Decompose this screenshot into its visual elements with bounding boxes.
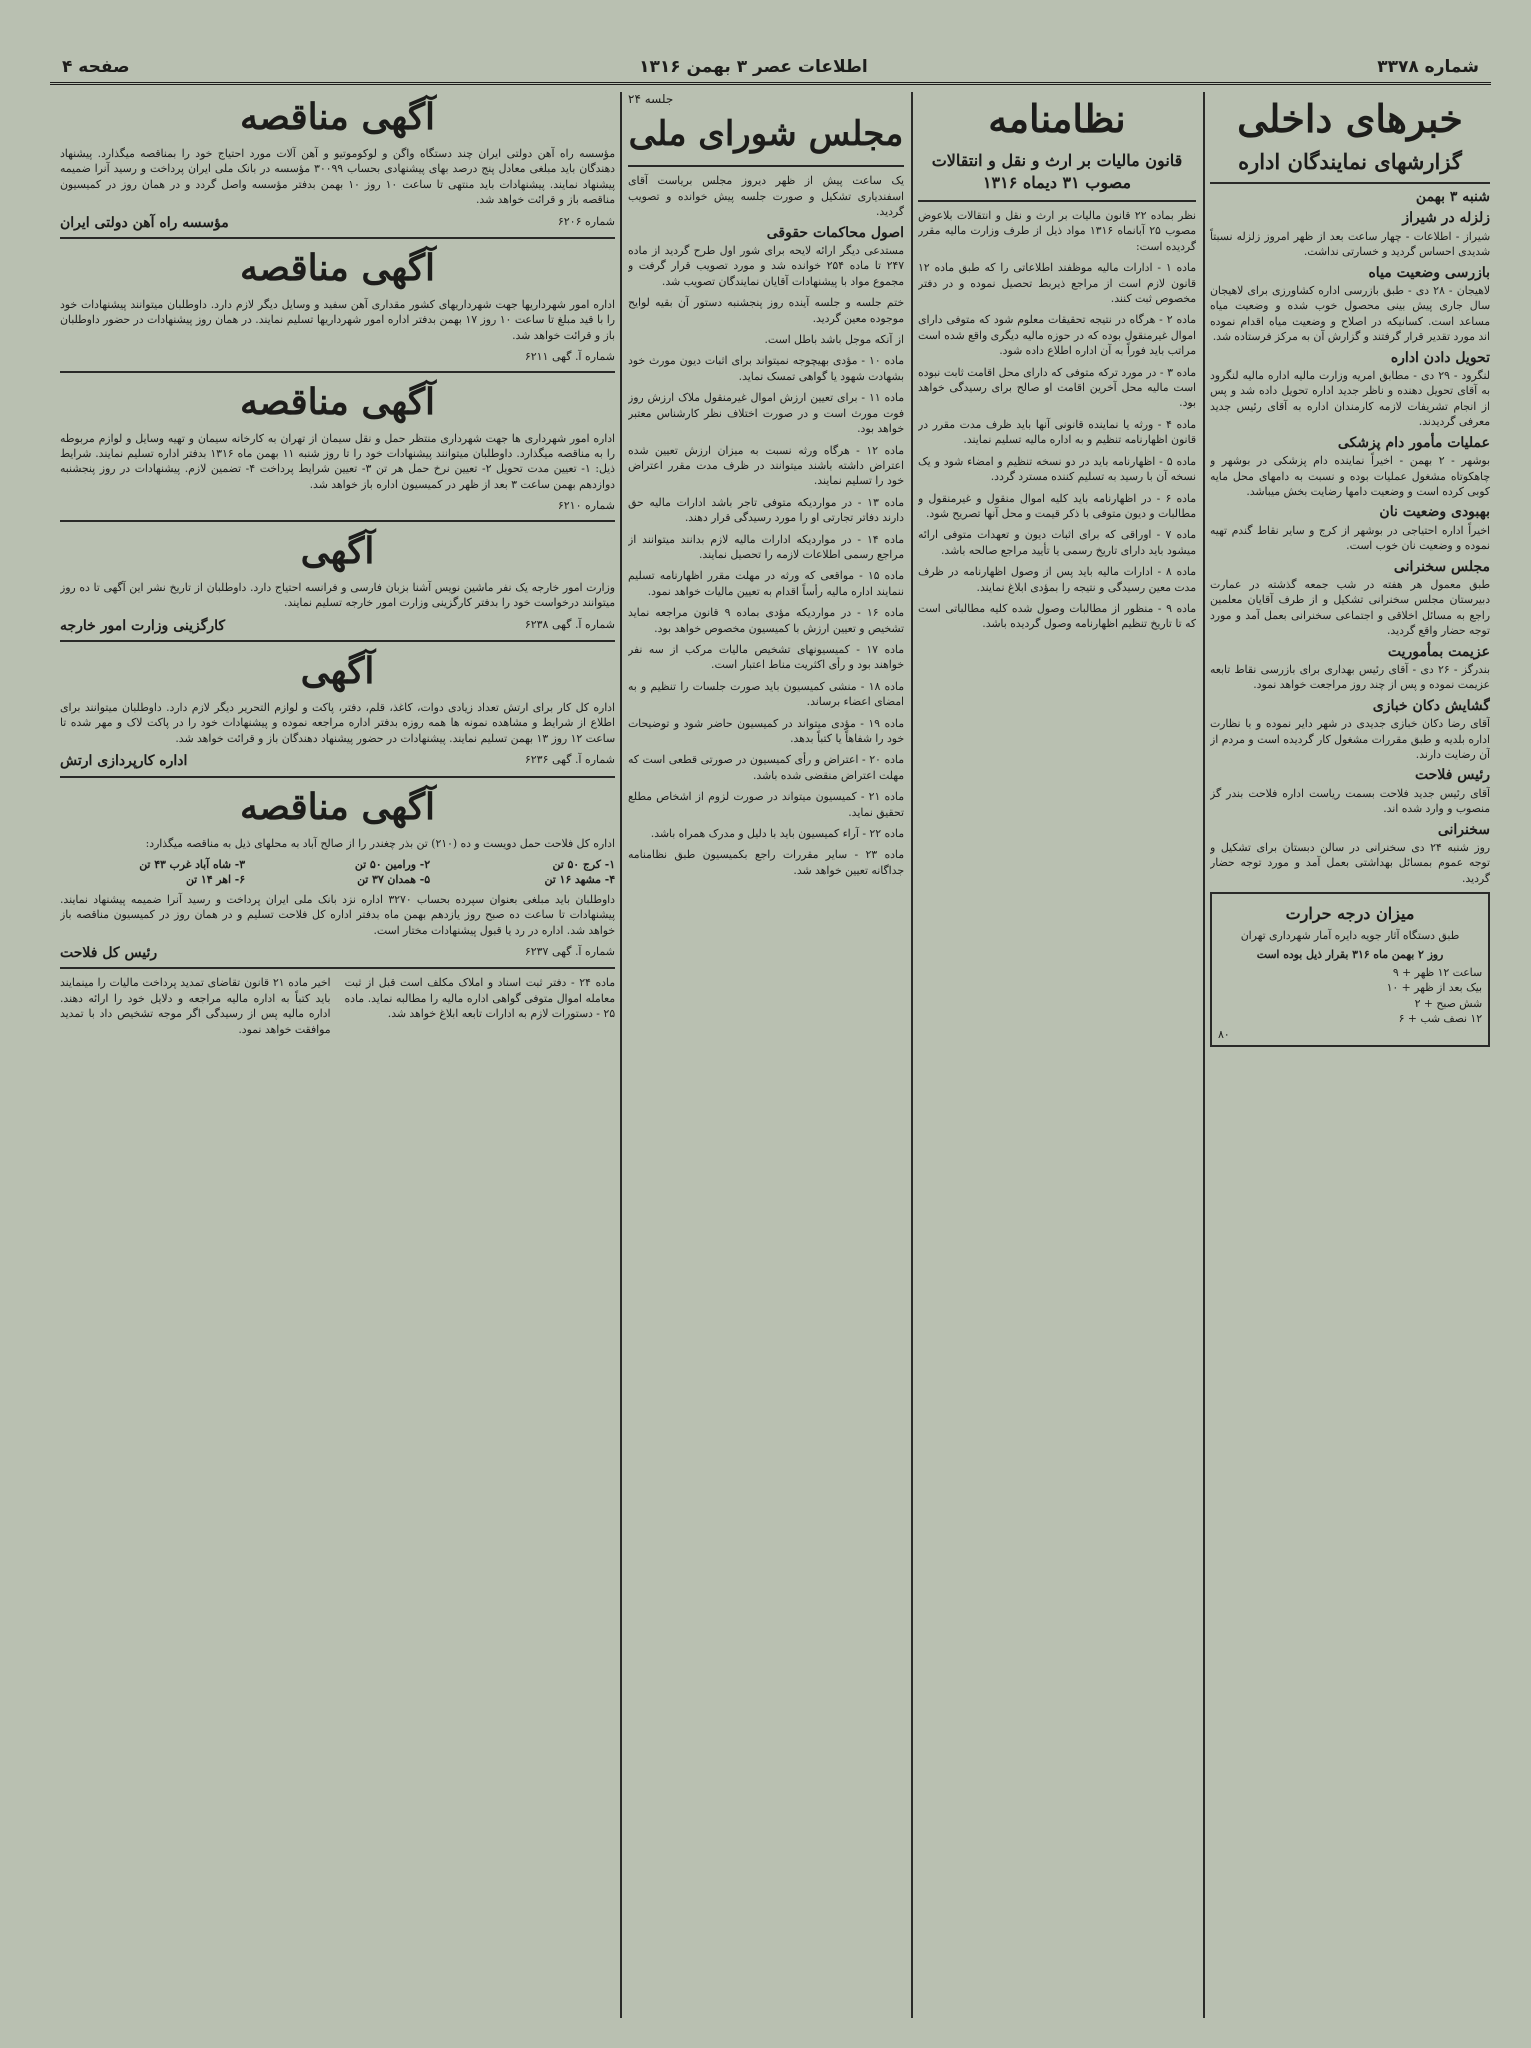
regulation-paragraph: ماده ۳ - در مورد ترکه متوفی که دارای محل اقامت ثابت نبوده است مالیه محل آخرین اقامت او صالح برای رسیدگی خواهد بود. (918, 365, 1196, 410)
issue-number: شماره ۳۳۷۸ (1377, 57, 1479, 77)
parliament-title: مجلس شورای ملی (628, 114, 904, 155)
ad-body: مؤسسه راه آهن دولتی ایران چند دستگاه واگن و لوکوموتیو و آهن آلات مورد احتیاج خود را بمناقصه میگذارد. پیشنهاد دهندگان باید مبلغی معادل پنج درصد بهای پیشنهادی بحساب ۳۰۰۹۹ مؤسسه در بانک ملی ایران پرداخت و رسید آنرا ضمیمه پیشنهاد نمایند. پیشنهادات باید منتهی تا ساعت ۱۰ روز ۱۰ بهمن بدفتر مؤسسه واصل گردد و در همان روز در کمیسیون مناقصه باز و قرائت خواهد شد. (60, 147, 615, 207)
parliament-articles (628, 243, 904, 878)
advertisement (60, 94, 615, 239)
ad-body: داوطلبان باید مبلغی بعنوان سپرده بحساب ۳۲۷۰ اداره نزد بانک ملی ایران پرداخت و رسید آنرا ضمیمه پیشنهاد نمایند. پیشنهادات تا ساعت ده صبح روز یازدهم بهمن ماه بدفتر اداره کل فلاحت تسلیم و در همان روز در کمیسیون مناقصه باز خواهد شد. اداره در رد یا قبول پیشنهادات مختار است. (60, 892, 615, 937)
ads-list (60, 94, 615, 969)
weather-footer: ۸۰ (1218, 1027, 1230, 1041)
column-rule (620, 92, 622, 2018)
weather-title: میزان درجه حرارت (1285, 904, 1415, 924)
ad-table-cell: ۱- کرج ۵۰ تن (552, 857, 615, 871)
regulation-paragraph: ماده ۹ - منظور از مطالبات وصول شده کلیه مطالباتی است که تا تاریخ تنظیم اظهارنامه وصول گردیده باشد. (918, 601, 1196, 631)
advertisement (60, 784, 615, 970)
parliament-paragraph: ماده ۱۴ - در مواردیکه ادارات مالیه لازم بدانند میتوانند از مراجع رسمی اطلاعات لازمه را تحصیل نمایند. (628, 532, 904, 561)
regulation-paragraph: ماده ۵ - اظهارنامه باید در دو نسخه تنظیم و امضاء شود و یک نسخه آن با رسید به تسلیم کننده مسترد گردد. (918, 454, 1196, 484)
news-body: آقای رضا دکان خبازی جدیدی در شهر دایر نموده و با نظارت اداره بلدیه و طبق مقررات مشغول کار گردیده است و مردم از آن رضایت دارند. (1210, 717, 1490, 761)
ad-reference: شماره ۶۲۱۰ (557, 499, 615, 513)
ad-signature: اداره کارپردازی ارتش (60, 753, 188, 770)
ad-footer (60, 214, 615, 231)
ad-table-cell: ۶- اهر ۱۴ تن (185, 873, 245, 887)
regulation-paragraph: ماده ۱ - ادارات مالیه موظفند اطلاعاتی را که طبق ماده ۱۲ قانون لازم است از مراجع ذیربط تحصیل نموده و در دفتر مخصوص ثبت کنند. (918, 261, 1196, 306)
parliament-paragraph: ماده ۲۰ - اعتراض و رأی کمیسیون در صورتی قطعی است که مهلت اعتراض منقضی شده باشد. (628, 753, 904, 782)
news-heading: مجلس سخنرانی (1393, 558, 1490, 575)
parliament-paragraph: مستدعی دیگر ارائه لایحه برای شور اول طرح گردید از ماده ۲۴۷ تا ماده ۲۵۴ خوانده شد و مورد تصویب قرار گرفت و مجموع مواد با پیشنهادات آقایان نمایندگان تصویب شد. (628, 244, 904, 288)
news-body: روز شنبه ۲۴ دی سخنرانی در سالن دبستان برای تشکیل و توجه عموم بمسائل بهداشتی بعمل آمد و مورد توجه حضار گردید. (1210, 841, 1490, 885)
ad-title: آگهی مناقصه (239, 380, 436, 423)
ad-signature: کارگزینی وزارت امور خارجه (60, 617, 226, 634)
regulation-paragraph: ماده ۴ - ورثه یا نماینده قانونی آنها باید ظرف مدت مقرر در قانون اظهارنامه تنظیم و به اداره مالیه تسلیم نمایند. (918, 417, 1196, 447)
weather-row: شش صبح + ۲ (1414, 996, 1482, 1010)
ads-column (60, 92, 615, 2018)
news-body: طبق معمول هر هفته در شب جمعه گذشته در عمارت دبیرستان مجلس سخنرانی تشکیل و از طرف آقایان معلمین راجع به مسائل اخلاقی و اجتماعی سخنرانی بعمل آمد و مورد توجه حضار واقع گردید. (1210, 577, 1490, 638)
news-body: بندرگز - ۲۶ دی - آقای رئیس بهداری برای بازرسی نقاط تابعه عزیمت نموده و پس از چند روز مراجعت خواهد نمود. (1210, 662, 1490, 692)
ad-signature: رئیس کل فلاحت (60, 944, 158, 961)
ad-title: آگهی مناقصه (239, 247, 436, 290)
news-body: لاهیجان - ۲۸ دی - طبق بازرسی اداره کشاورزی برای لاهیجان سال جاری پیش بینی محصول خوب شده و وضعیت میاه مساعد است. کسانیکه در اصلاح و وضعیت میاه اقدام نموده اند مورد تقدیر قرار گرفتند و گزارش آن به مرکز فرستاده شد. (1210, 284, 1490, 344)
parliament-paragraph: ختم جلسه و جلسه آینده روز پنجشنبه دستور آن بقیه لوایح موجوده معین گردید. (628, 296, 904, 325)
regulation-paragraph: ماده ۸ - ادارات مالیه باید پس از وصول اظهارنامه در ظرف مدت معین رسیدگی و نتیجه را بمؤدی ابلاغ نمایند. (918, 565, 1196, 594)
advertisement (60, 379, 615, 522)
parliament-paragraph: ماده ۱۲ - هرگاه ورثه نسبت به میزان ارزش تعیین شده اعتراض داشته باشند میتوانند در ظرف مدت مقرر اعتراض خود را تسلیم نمایند. (628, 443, 904, 488)
regulation-paragraph: ماده ۶ - در اظهارنامه باید کلیه اموال منقول و غیرمنقول و مطالبات و دیون متوفی با ذکر قیمت و محل آنها تصریح شود. (918, 491, 1196, 520)
ad-title: آگهی (300, 649, 375, 692)
ad-table-cell: ۵- همدان ۳۷ تن (357, 873, 430, 887)
paper-date: اطلاعات عصر ۳ بهمن ۱۳۱۶ (639, 57, 868, 77)
regulation-paragraph: ماده ۲ - هرگاه در نتیجه تحقیقات معلوم شود که متوفی دارای اموال غیرمنقول بوده که در حوزه مالیه دیگری واقع شده است مراتب باید فوراً به آن اداره اطلاع داده شود. (918, 313, 1196, 358)
ad-table-cell: ۴- مشهد ۱۶ تن (544, 873, 615, 887)
bottom-text (60, 975, 615, 1043)
weather-box (1210, 892, 1490, 1047)
ad-body: وزارت امور خارجه یک نفر ماشین نویس آشنا بزبان فارسی و فرانسه احتیاج دارد. داوطلبان از تاریخ نشر این آگهی تا ده روز میتوانند درخواست خود را بدفتر کارگزینی وزارت امور خارجه تسلیم نمایند. (60, 580, 615, 610)
parliament-paragraph: ماده ۱۵ - مواقعی که ورثه در مهلت مقرر اظهارنامه تسلیم ننمایند اداره مالیه رأساً اقدام به تعیین مالیات خواهد نمود. (628, 569, 904, 598)
bottom-text-left: اخیر ماده ۲۱ قانون تقاضای تمدید پرداخت مالیات را مینمایند باید کتباً به اداره مالیه مراجعه و دلایل خود را ارائه دهند. اداره مالیه پس از رسیدگی اگر موجه تشخیص داد با تمدید موافقت خواهد نمود. (60, 976, 331, 1036)
parliament-column (628, 92, 904, 2018)
ad-body: اداره امور شهرداریها جهت شهرداریهای کشور مقداری آهن سفید و وسایل دیگر لازم دارد. داوطلبان میتوانند پیشنهادات خود را با قید مبلغ تا ساعت ۱۰ روز ۱۷ بهمن بدفتر اداره امور شهرداریها تسلیم نمایند. در همان روز پیشنهادات در حضور داوطلبان باز و قرائت خواهد شد. (60, 298, 615, 342)
parliament-intro: یک ساعت پیش از ظهر دیروز مجلس بریاست آقای اسفندیاری تشکیل و صورت جلسه پیش خوانده و تصویب گردید. (628, 174, 904, 219)
dateline: شنبه ۳ بهمن (1415, 189, 1490, 205)
ad-footer (60, 498, 615, 513)
domestic-news-title: خبرهای داخلی (1237, 96, 1463, 141)
regulation-column (918, 92, 1196, 2018)
regulation-title: نظامنامه (988, 96, 1126, 141)
parliament-paragraph: از آنکه موجل باشد باطل است. (764, 333, 904, 347)
ad-reference: شماره ۶۲۰۶ (557, 214, 615, 228)
ad-reference: شماره آ. گهی ۶۲۱۱ (524, 350, 615, 364)
news-items (1210, 211, 1490, 886)
ad-body: اداره امور شهرداری ها جهت شهرداری منتظر حمل و نقل سیمان از تهران به کارخانه سیمان و تهیه وسایل و لوازم مربوطه را به مناقصه میگذارد. داوطلبان میتوانند پیشنهادات خود را تا روز شنبه ۱۱ بهمن ماه ۱۳۱۶ بدفتر اداره تسلیم نمایند. شرایط ذیل: ۱- تعیین مدت تحویل ۲- تعیین نرخ حمل هر تن ۳- تعیین شرایط پرداخت ۴- تضمین لازم. پیشنهادات در روز پنجشنبه دوازدهم بهمن ساعت ۳ بعد از ظهر در کمیسیون اداره باز خواهد شد. (60, 431, 615, 491)
news-body: شیراز - اطلاعات - چهار ساعت بعد از ظهر امروز زلزله نسبتاً شدیدی احساس گردید و خسارتی نداشت. (1210, 229, 1490, 259)
page-number: صفحه ۴ (62, 57, 130, 77)
advertisement (60, 245, 615, 373)
ad-table-cell: ۳- شاه آباد غرب ۴۳ تن (139, 857, 245, 871)
ad-body: اداره کل فلاحت حمل دویست و ده (۲۱۰) تن بذر چغندر را از صالح آباد به محلهای ذیل به مناقصه میگذارد: (145, 836, 615, 850)
ad-reference: شماره آ. گهی ۶۲۳۶ (524, 753, 615, 767)
advertisement (60, 648, 615, 778)
ad-title: آگهی مناقصه (239, 96, 436, 138)
parliament-paragraph: ماده ۲۲ - آراء کمیسیون باید با دلیل و مدرک همراه باشد. (650, 827, 904, 841)
news-heading: بهبودی وضعیت نان (1379, 504, 1490, 521)
session-tag: جلسه ۲۴ (628, 92, 674, 106)
column-rule (1203, 92, 1205, 2018)
ad-body: اداره کل کار برای ارتش تعداد زیادی دوات، کاغذ، قلم، دفتر، پاکت و لوازم التحریر دیگر لازم دارد. داوطلبان میتوانند برای اطلاع از شرایط و مشاهده نمونه ها همه روزه بدفتر اداره مراجعه نموده و پیشنهادات خود را در پاکت لاک و مهر شده تا ساعت ۱۲ روز ۱۳ بهمن تسلیم نمایند. پیشنهادات در حضور پیشنهاد دهندگان باز و قرائت خواهد شد. (60, 700, 615, 745)
parliament-paragraph: ماده ۱۷ - کمیسیونهای تشخیص مالیات مرکب از سه نفر خواهند بود و رأی اکثریت مناط اعتبار است. (628, 642, 904, 672)
ad-reference: شماره آ. گهی ۶۲۳۸ (524, 617, 615, 631)
parliament-paragraph: ماده ۱۶ - در مواردیکه مؤدی بماده ۹ قانون مراجعه نماید تشخیص و تعیین ارزش با کمیسیون مخصوص خواهد بود. (628, 606, 904, 635)
domestic-news-column (1210, 92, 1490, 2018)
ad-title: آگهی (300, 529, 375, 572)
advertisement (60, 528, 615, 642)
ad-title: آگهی مناقصه (239, 785, 436, 828)
weather-rows (1218, 965, 1482, 1027)
regulation-articles (918, 208, 1196, 632)
section-heading: اصول محاکمات حقوقی (766, 224, 904, 241)
parliament-paragraph: ماده ۱۸ - منشی کمیسیون باید صورت جلسات را تنظیم و به امضای اعضاء برساند. (628, 679, 904, 709)
news-heading: عزیمت بمأموریت (1387, 643, 1490, 660)
divider (1210, 182, 1490, 184)
ad-signature: مؤسسه راه آهن دولتی ایران (60, 214, 229, 231)
news-heading: گشایش دکان خبازی (1372, 697, 1490, 714)
ad-table (60, 857, 615, 888)
weather-row: ۱۲ نصف شب + ۶ (1398, 1012, 1482, 1026)
parliament-paragraph: ماده ۱۹ - مؤدی میتواند در کمیسیون حاضر شود و توضیحات خود را شفاهاً یا کتباً بدهد. (628, 716, 904, 745)
news-heading: عملیات مأمور دام پزشکی (1337, 434, 1490, 451)
domestic-news-subtitle: گزارشهای نمایندگان اداره (1238, 149, 1462, 174)
parliament-paragraph: ماده ۲۱ - کمیسیون میتواند در صورت لزوم از اشخاص مطلع تحقیق نماید. (628, 790, 904, 819)
weather-subtitle: طبق دستگاه آثار جویه دایره آمار شهرداری تهران (1240, 929, 1460, 943)
weather-row: ساعت ۱۲ ظهر + ۹ (1392, 966, 1482, 980)
parliament-paragraph: ماده ۱۱ - برای تعیین ارزش اموال غیرمنقول ملاک ارزش روز فوت مورث است و در صورت اختلاف نظر کارشناس معتبر خواهد بود. (628, 391, 904, 436)
ad-reference: شماره آ. گهی ۶۲۳۷ (524, 944, 615, 958)
news-body: لنگرود - ۲۹ دی - مطابق امریه وزارت مالیه اداره مالیه لنگرود به آقای تحویل دهنده و ناظر جدید اداره تحویل داده شد و پس از انجام تشریفات لازمه کارمندان اداره به آقای رئیس جدید معرفی گردیدند. (1210, 369, 1490, 429)
parliament-paragraph: ماده ۲۳ - سایر مقررات راجع بکمیسیون طبق نظامنامه جداگانه تعیین خواهد شد. (628, 848, 904, 877)
parliament-paragraph: ماده ۱۰ - مؤدی بهیچوجه نمیتواند برای اثبات دیون مورث خود بشهادت شهود یا گواهی تمسک نماید. (628, 354, 904, 383)
regulation-paragraph: نظر بماده ۲۲ قانون مالیات بر ارث و نقل و انتقالات بلاعوض مصوب ۲۵ آبانماه ۱۳۱۶ مواد ذیل از طرف وزارت مالیه مقرر گردیده است: (918, 209, 1196, 253)
news-heading: زلزله در شیراز (1402, 210, 1490, 227)
column-rule (911, 92, 913, 2018)
regulation-paragraph: ماده ۷ - اوراقی که برای اثبات دیون و تعهدات متوفی ارائه میشود باید دارای تاریخ رسمی یا تأیید مراجع صالحه باشد. (918, 528, 1196, 557)
divider (628, 165, 904, 167)
news-body: بوشهر - ۲ بهمن - اخیراً نماینده دام پزشکی در بوشهر و چاهکوتاه مشغول عملیات بوده و نسبت به دامهای محل مایه کوبی کرده است و وضعیت دامها رضایت بخش میباشد. (1210, 454, 1490, 498)
ad-footer (60, 617, 615, 634)
news-body: اخیراً اداره احتیاجی در بوشهر از کرج و سایر نقاط گندم تهیه نموده و وضعیت نان خوب است. (1210, 523, 1490, 553)
ad-table-cell: ۲- ورامین ۵۰ تن (354, 857, 430, 871)
divider (918, 200, 1196, 202)
bottom-text-right: ماده ۲۴ - دفتر ثبت اسناد و املاک مکلف است قبل از ثبت معامله اموال متوفی گواهی اداره مالیه را مطالبه نماید. ماده ۲۵ - دستورات لازم به ادارات تابعه ابلاغ خواهد شد. (344, 976, 615, 1021)
ad-footer (60, 349, 615, 364)
regulation-subtitle: قانون مالیات بر ارث و نقل و انتقالات مصوب ۳۱ دیماه ۱۳۱۶ (931, 151, 1183, 192)
header-strip (50, 52, 1491, 85)
weather-text: روز ۲ بهمن ماه ۳۱۶ بقرار ذیل بوده است (1256, 947, 1444, 961)
ad-footer (60, 752, 615, 769)
parliament-paragraph: ماده ۱۳ - در مواردیکه متوفی تاجر باشد ادارات مالیه حق دارند دفاتر تجارتی او را مورد رسیدگی قرار دهند. (628, 495, 904, 525)
news-body: آقای رئیس جدید فلاحت بسمت ریاست اداره فلاحت بندر گز منصوب و وارد شده اند. (1210, 786, 1490, 816)
news-heading: تحویل دادن اداره (1390, 349, 1490, 366)
news-heading: سخنرانی (1437, 821, 1490, 838)
weather-row: بیک بعد از ظهر + ۱۰ (1386, 981, 1482, 995)
news-heading: رئیس فلاحت (1414, 767, 1490, 784)
news-heading: بازرسی وضعیت میاه (1368, 264, 1490, 281)
ad-footer (60, 944, 615, 961)
